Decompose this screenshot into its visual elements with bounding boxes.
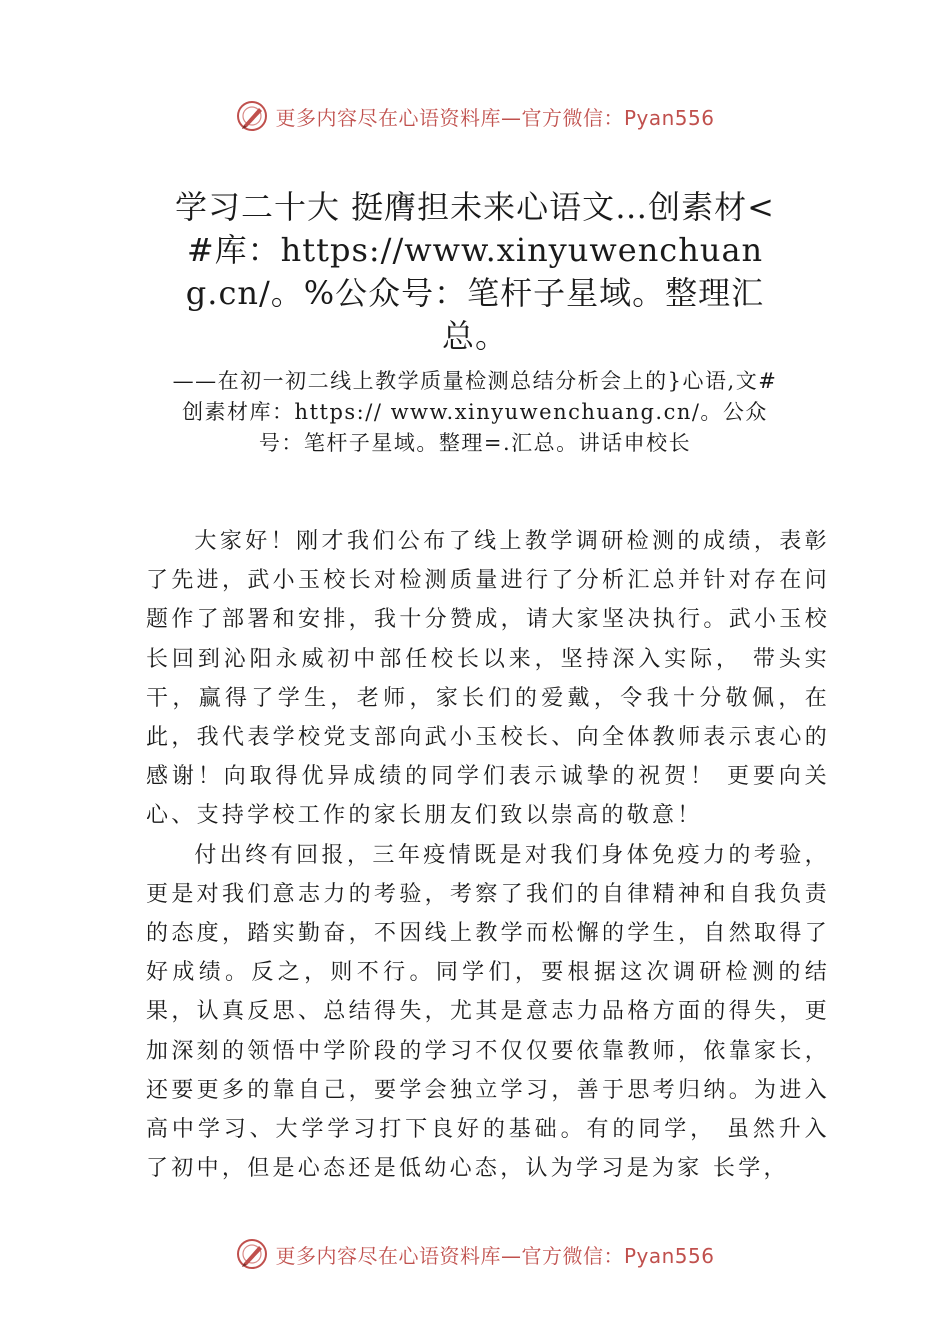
pen-logo-icon xyxy=(235,1237,269,1271)
document-title: 学习二十大 挺膺担未来心语文…创素材<#库：https://www.xinyuwenchuang.cn/。%公众号：笔杆子星域。整理汇总。 xyxy=(175,188,775,355)
body-paragraph-2: 付出终有回报，三年疫情既是对我们身体免疫力的考验，更是对我们意志力的考验，考察了我们的自律精神和自我负责的态度，踏实勤奋，不因线上教学而松懈的学生，自然取得了好成绩。反之，则不行。同学们，要根据这次调研检测的结果，认真反思、总结得失，尤其是意志力品格方面的得失，更加深刻的领悟中学阶段的学习不仅仅要依靠教师，依靠家长，还要更多的靠自己，要学会独立学习，善于思考归纳。为进入高中学习、大学学习打下良好的基础。有的同学， 虽然升入了初中，但是心态还是低幼心态，认为学习是为家 长学， xyxy=(146,842,830,1182)
pen-logo-icon xyxy=(235,99,269,133)
header-banner-text: 更多内容尽在心语资料库—官方微信：Pyan556 xyxy=(275,105,715,130)
document-subtitle: ——在初一初二线上教学质量检测总结分析会上的}心语,文#创素材库：https:// www.xinyuwenchuang.cn/。公众号：笔杆子星域。整理=.汇总。讲话申校长 xyxy=(172,369,778,455)
body-paragraph-1: 大家好！刚才我们公布了线上教学调研检测的成绩，表彰了先进，武小玉校长对检测质量进行了分析汇总并针对存在问题作了部署和安排，我十分赞成，请大家坚决执行。武小玉校长回到沁阳永威初中部任校长以来，坚持深入实际， 带头实干，赢得了学生，老师，家长们的爱戴，令我十分敬佩，在此，我代表学校党支部向武小玉校长、向全体教师表示衷心的感谢！向取得优异成绩的同学们表示诚挚的祝贺！ 更要向关心、支持学校工作的家长朋友们致以崇高的敬意！ xyxy=(146,529,830,829)
header-banner xyxy=(0,96,950,136)
footer-banner-text: 更多内容尽在心语资料库—官方微信：Pyan556 xyxy=(275,1243,715,1268)
footer-banner xyxy=(0,1234,950,1274)
document-body xyxy=(146,522,830,1188)
